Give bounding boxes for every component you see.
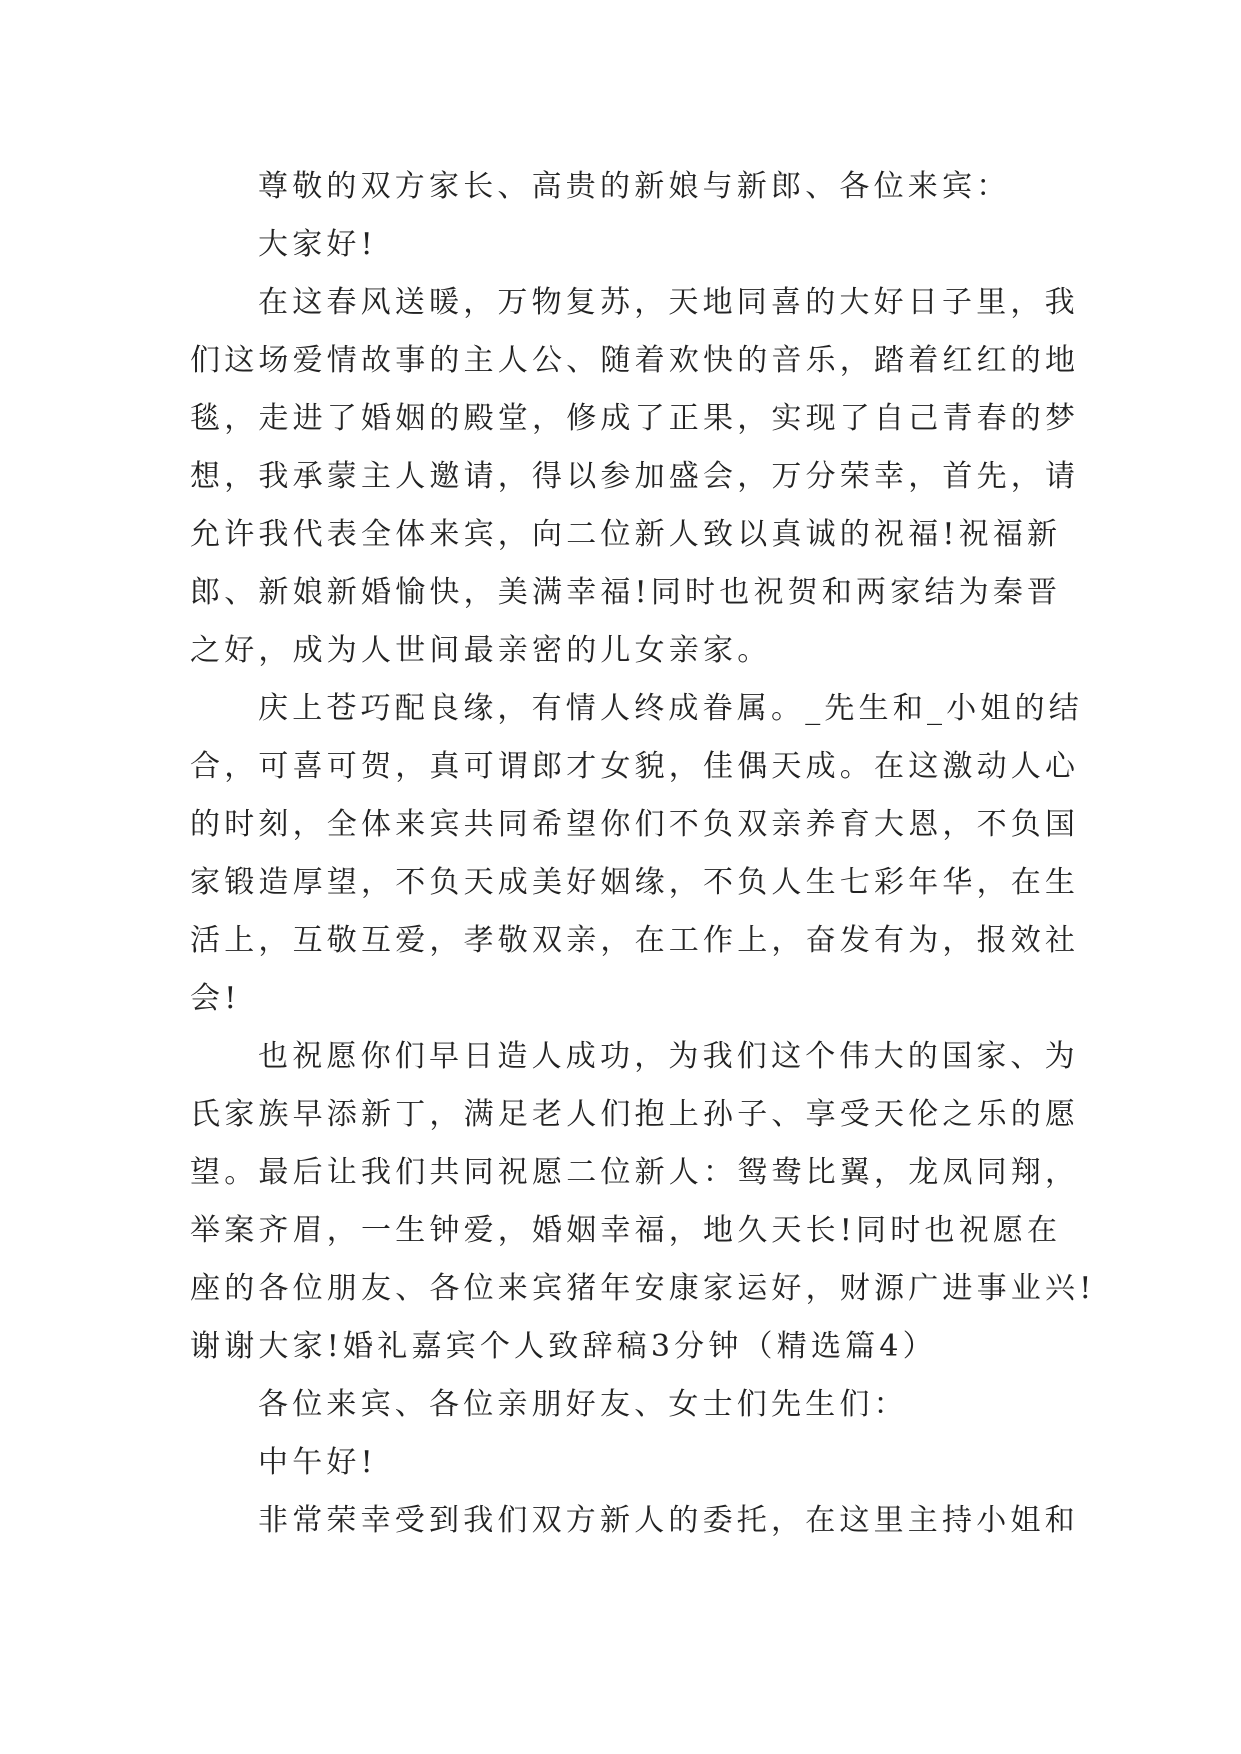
document-body	[190, 158, 1096, 1550]
text-line: 的时刻，全体来宾共同希望你们不负双亲养育大恩，不负国	[190, 807, 1080, 842]
text-line: 家锻造厚望，不负天成美好姻缘，不负人生七彩年华，在生	[190, 865, 1080, 900]
text-line: 中午好!	[258, 1445, 377, 1480]
text-line: 也祝愿你们早日造人成功，为我们这个伟大的国家、为	[258, 1039, 1079, 1074]
text-line: 允许我代表全体来宾，向二位新人致以真诚的祝福!祝福新	[190, 517, 1062, 552]
text-line: 举案齐眉，一生钟爱，婚姻幸福，地久天长!同时也祝愿在	[190, 1213, 1062, 1248]
text-line: 氏家族早添新丁，满足老人们抱上孙子、享受天伦之乐的愿	[190, 1097, 1080, 1132]
text-line: 活上，互敬互爱，孝敬双亲，在工作上，奋发有为，报效社	[190, 923, 1080, 958]
text-line: 非常荣幸受到我们双方新人的委托，在这里主持小姐和	[258, 1503, 1079, 1538]
text-line: 郎、新娘新婚愉快，美满幸福!同时也祝贺和两家结为秦晋	[190, 575, 1062, 610]
text-line: 毯，走进了婚姻的殿堂，修成了正果，实现了自己青春的梦	[190, 401, 1080, 436]
text-line: 之好，成为人世间最亲密的儿女亲家。	[190, 633, 772, 668]
text-line: 合，可喜可贺，真可谓郎才女貌，佳偶天成。在这激动人心	[190, 749, 1080, 784]
text-line: 大家好!	[258, 227, 377, 262]
text-line: 各位来宾、各位亲朋好友、女士们先生们：	[258, 1387, 908, 1422]
text-line: 们这场爱情故事的主人公、随着欢快的音乐，踏着红红的地	[190, 343, 1080, 378]
text-line: 庆上苍巧配良缘，有情人终成眷属。_先生和_小姐的结	[258, 691, 1083, 726]
text-line: 想，我承蒙主人邀请，得以参加盛会，万分荣幸，首先，请	[190, 459, 1080, 494]
text-line: 在这春风送暖，万物复苏，天地同喜的大好日子里，我	[258, 285, 1079, 320]
text-line: 会!	[190, 981, 241, 1016]
text-line: 尊敬的双方家长、高贵的新娘与新郎、各位来宾：	[258, 169, 1011, 204]
text-line: 谢谢大家!婚礼嘉宾个人致辞稿3分钟（精选篇4）	[190, 1329, 937, 1364]
text-line: 望。最后让我们共同祝愿二位新人：鸳鸯比翼，龙凤同翔，	[190, 1155, 1080, 1190]
text-line: 座的各位朋友、各位来宾猪年安康家运好，财源广进事业兴!	[190, 1271, 1096, 1306]
